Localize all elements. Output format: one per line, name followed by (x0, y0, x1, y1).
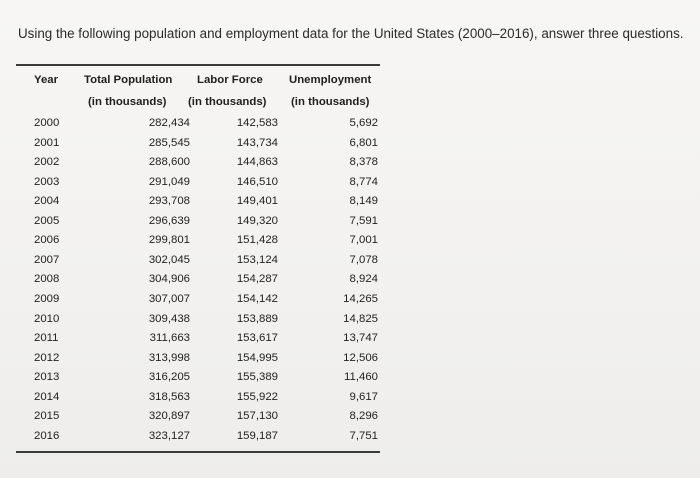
cell-unemployment: 8,774 (349, 176, 378, 188)
cell-labor-force: 154,995 (236, 352, 278, 364)
cell-population: 311,663 (149, 332, 190, 344)
header-labor-unit: (in thousands) (188, 96, 267, 108)
cell-population: 293,708 (148, 195, 190, 207)
cell-population: 316,205 (148, 371, 190, 383)
cell-population: 285,545 (148, 137, 190, 149)
cell-labor-force: 149,320 (236, 215, 278, 227)
cell-year: 2003 (34, 176, 60, 188)
cell-population: 313,998 (148, 352, 190, 364)
cell-labor-force: 142,583 (236, 117, 278, 129)
cell-labor-force: 151,428 (236, 234, 278, 246)
cell-year: 2001 (34, 137, 60, 149)
cell-population: 288,600 (148, 156, 190, 168)
cell-unemployment: 7,751 (349, 430, 378, 442)
cell-labor-force: 153,889 (236, 313, 278, 325)
cell-labor-force: 153,617 (236, 332, 278, 344)
cell-year: 2000 (34, 117, 60, 129)
cell-labor-force: 155,922 (236, 391, 278, 403)
cell-unemployment: 13,747 (343, 332, 378, 344)
cell-unemployment: 7,001 (349, 234, 378, 246)
cell-labor-force: 144,863 (236, 156, 278, 168)
header-labor-force: Labor Force (197, 74, 263, 86)
cell-year: 2012 (34, 352, 60, 364)
cell-labor-force: 155,389 (236, 371, 278, 383)
cell-population: 304,906 (148, 273, 190, 285)
cell-unemployment: 9,617 (349, 391, 378, 403)
cell-unemployment: 5,692 (349, 117, 378, 129)
cell-population: 309,438 (148, 313, 190, 325)
cell-year: 2011 (34, 332, 59, 344)
cell-labor-force: 149,401 (236, 195, 278, 207)
cell-year: 2016 (34, 430, 60, 442)
cell-year: 2014 (34, 391, 60, 403)
cell-year: 2004 (34, 195, 60, 207)
cell-year: 2005 (34, 215, 60, 227)
cell-unemployment: 12,506 (343, 352, 378, 364)
cell-unemployment: 7,591 (349, 215, 378, 227)
cell-population: 307,007 (148, 293, 190, 305)
cell-year: 2006 (34, 234, 60, 246)
cell-labor-force: 143,734 (236, 137, 278, 149)
cell-unemployment: 8,378 (349, 156, 378, 168)
cell-year: 2007 (34, 254, 60, 266)
cell-population: 302,045 (148, 254, 190, 266)
cell-labor-force: 157,130 (236, 410, 278, 422)
cell-unemployment: 8,924 (349, 273, 378, 285)
cell-labor-force: 154,287 (236, 273, 278, 285)
cell-labor-force: 153,124 (236, 254, 278, 266)
cell-population: 291,049 (148, 176, 190, 188)
cell-population: 318,563 (148, 391, 190, 403)
cell-year: 2009 (34, 293, 60, 305)
table-top-rule (16, 64, 380, 66)
cell-unemployment: 8,149 (349, 195, 378, 207)
cell-population: 282,434 (148, 117, 190, 129)
header-unemployment-unit: (in thousands) (291, 96, 370, 108)
cell-year: 2002 (34, 156, 60, 168)
cell-labor-force: 154,142 (236, 293, 278, 305)
cell-unemployment: 7,078 (349, 254, 378, 266)
cell-population: 299,801 (148, 234, 190, 246)
cell-population: 320,897 (148, 410, 190, 422)
cell-labor-force: 159,187 (236, 430, 278, 442)
cell-year: 2013 (34, 371, 60, 383)
cell-unemployment: 11,460 (344, 371, 378, 383)
cell-unemployment: 14,825 (343, 313, 378, 325)
question-prompt: Using the following population and employment data for the United States (2000–2016), answer three questions. (18, 26, 684, 41)
header-population: Total Population (84, 74, 173, 86)
cell-population: 296,639 (148, 215, 190, 227)
cell-population: 323,127 (148, 430, 190, 442)
header-population-unit: (in thousands) (88, 96, 167, 108)
header-year: Year (34, 74, 59, 86)
cell-unemployment: 8,296 (349, 410, 378, 422)
cell-year: 2010 (34, 313, 60, 325)
cell-year: 2008 (34, 273, 60, 285)
cell-labor-force: 146,510 (236, 176, 278, 188)
cell-unemployment: 14,265 (343, 293, 378, 305)
table-bottom-rule (16, 451, 380, 453)
header-unemployment: Unemployment (289, 74, 372, 86)
cell-unemployment: 6,801 (349, 137, 378, 149)
cell-year: 2015 (34, 410, 60, 422)
